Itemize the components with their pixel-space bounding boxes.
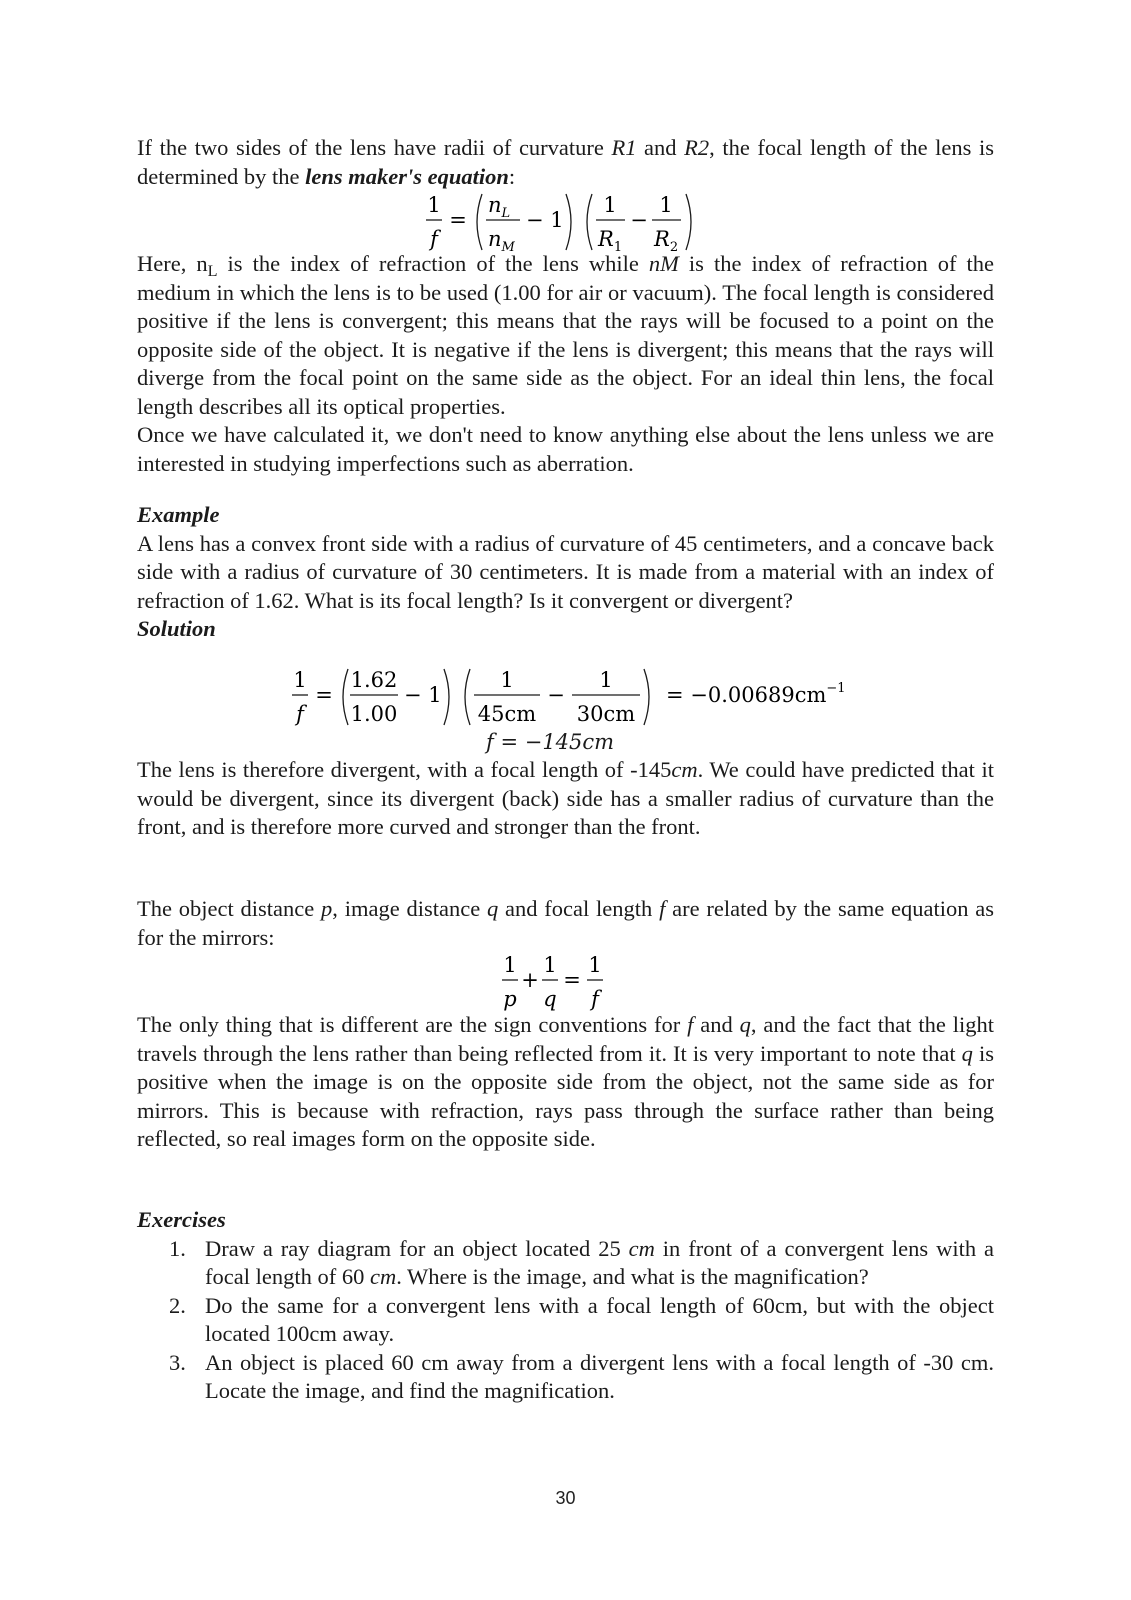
- exercises-heading: Exercises: [137, 1207, 226, 1232]
- exercise-item: [137, 1292, 994, 1349]
- eq1-paren-close-a: [566, 194, 571, 250]
- sol-f: f: [296, 702, 304, 726]
- eq3-equals: =: [563, 968, 581, 992]
- eq1-equals: =: [449, 208, 467, 232]
- exercise-item: [137, 1349, 994, 1406]
- exercise-2-text: Do the same for a convergent lens with a focal length of 60cm, but with the object located 100cm away.: [205, 1292, 994, 1346]
- eq1-one-c: 1: [659, 193, 673, 217]
- p-symbol: p: [321, 896, 333, 921]
- thin-lens-equation: [498, 950, 618, 1014]
- exercise-item: [137, 1235, 994, 1292]
- sol-paren-close-b: [644, 669, 649, 725]
- lens-maker-term: lens maker's equation: [305, 163, 509, 189]
- sign-text-b: and: [693, 1012, 740, 1037]
- once-paragraph: Once we have calculated it, we don't need to know anything else about the lens unless we are interested in studying imperfections such as aberration.: [137, 422, 994, 476]
- eq3-f: f: [591, 987, 599, 1011]
- eq3-one-c: 1: [588, 953, 602, 977]
- sign-text-c: , and the fact that the light travels through the lens rather than being reflected from it. It is very important to note that: [137, 1012, 994, 1066]
- eq1-numerator-one: 1: [427, 193, 441, 217]
- eq3-p: p: [503, 987, 517, 1011]
- eq3-q: q: [543, 987, 557, 1011]
- sign-text-d: is positive when the image is on the opposite side from the object, not the same side as for mirrors. This is because with refraction, rays pass through the surface rather than being reflected, so real images form on the opposite side.: [137, 1040, 994, 1151]
- here-text-a: Here, n: [137, 251, 208, 276]
- index-paragraph: [137, 250, 994, 478]
- exercise-1-cm-a: cm: [628, 1235, 655, 1261]
- lens-result-cm: cm: [671, 757, 698, 782]
- exercise-number: 2.: [169, 1292, 186, 1318]
- sign-q: q: [739, 1012, 751, 1037]
- eq3-one-b: 1: [543, 953, 557, 977]
- sign-q2: q: [961, 1040, 973, 1066]
- object-text-d: are related by the same equation as for the mirrors:: [137, 896, 994, 950]
- eq1-R1: $R_1$: [598, 227, 623, 255]
- example-text: A lens has a convex front side with a radius of curvature of 45 centimeters, and a concave back side with a radius of curvature of 30 centimeters. It is made from a material with an index of refraction of 1.62. What is its focal length? Is it convergent or divergent?: [137, 530, 994, 613]
- intro-and: and: [636, 135, 685, 160]
- eq3-one-a: 1: [503, 953, 517, 977]
- lens-result-text-b: . We could have predicted that it would be divergent, since its divergent (back) side has a smaller radius of curvature than the front, and is therefore more curved and stronger than the front.: [137, 757, 994, 839]
- sol-paren-open-a: [343, 669, 348, 725]
- sol-paren-open-b: [465, 669, 470, 725]
- sign-f: f: [687, 1012, 694, 1037]
- sol-result: = $-0.00689cm^{-1}$: [666, 681, 846, 707]
- solution-heading: Solution: [137, 616, 216, 641]
- intro-colon: :: [508, 163, 516, 189]
- exercises-section: [137, 1206, 994, 1406]
- sol-one-b: 1: [500, 668, 514, 692]
- object-text-b: , image distance: [332, 896, 487, 921]
- object-distance-paragraph: [137, 895, 994, 952]
- intro-text-b: , the focal length of the lens is determined by the: [137, 135, 994, 189]
- intro-text: If the two sides of the lens have radii of curvature: [137, 135, 612, 160]
- exercise-number: 3.: [169, 1349, 186, 1375]
- exercise-1-cm-b: cm: [369, 1264, 397, 1289]
- eq1-paren-close-b: [686, 194, 691, 250]
- eq3-plus: +: [521, 968, 539, 992]
- q-symbol: q: [486, 896, 499, 921]
- sol-one-c: 1: [599, 668, 613, 692]
- f-symbol: f: [659, 896, 666, 921]
- intro-paragraph: [137, 134, 994, 191]
- eq1-paren-open-b: [587, 194, 592, 250]
- sign-convention-paragraph: [137, 1011, 994, 1154]
- example-section: [137, 501, 994, 644]
- object-text-c: and focal length: [498, 896, 660, 921]
- eq1-f: f: [430, 227, 438, 251]
- sign-text-a: The only thing that is different are the sign conventions for: [137, 1012, 688, 1037]
- nm-symbol: nM: [648, 251, 679, 276]
- exercise-number: 1.: [169, 1235, 186, 1261]
- sol-num: 1.62: [350, 668, 398, 692]
- here-text-b: is the index of refraction of the lens while: [217, 251, 649, 276]
- sol-d1: 45cm: [477, 702, 537, 726]
- eq1-paren-open-a: [477, 194, 482, 250]
- lens-maker-equation: [420, 190, 720, 256]
- sol-d2: 30cm: [576, 702, 636, 726]
- example-heading: Example: [137, 502, 220, 527]
- exercise-1-text-a: Draw a ray diagram for an object located 25: [205, 1235, 629, 1261]
- sol-one: 1: [293, 668, 307, 692]
- object-text-a: The object distance: [137, 896, 322, 921]
- page-number: 30: [555, 1488, 576, 1508]
- here-text-c: is the index of refraction of the medium in which the lens is to be used (1.00 for air or vacuum). The focal length is considered positive if the lens is convergent; this means that the rays will be focused to a point on the opposite side of the object. It is negative if the lens is divergent; this means that the rays will diverge from the focal point on the same side as the object. For an ideal thin lens, the focal length describes all its optical properties.: [137, 251, 994, 419]
- exercise-3-text: An object is placed 60 cm away from a divergent lens with a focal length of -30 cm. Locate the image, and find the magnification.: [205, 1349, 994, 1403]
- sol-minus: −: [547, 683, 565, 707]
- lens-result-text-a: The lens is therefore divergent, with a focal length of -145: [137, 757, 672, 782]
- eq1-minus: −: [630, 208, 648, 232]
- eq1-R2: $R_2$: [654, 227, 679, 255]
- eq1-nL: $n_L$: [488, 193, 511, 221]
- eq1-one-b: 1: [603, 193, 617, 217]
- sol-minus-one: − 1: [404, 683, 442, 707]
- exercise-1-text-c: . Where is the image, and what is the magnification?: [396, 1264, 869, 1289]
- sol-paren-close-a: [444, 669, 449, 725]
- eq1-nM: $n_M$: [488, 227, 515, 255]
- solution-equation: [286, 665, 846, 731]
- sol-den: 1.00: [350, 702, 398, 726]
- r1-symbol: R1: [611, 135, 637, 160]
- r2-symbol: R2: [684, 135, 710, 160]
- eq1-minus-one: − 1: [526, 208, 564, 232]
- sol-equals: =: [315, 683, 333, 707]
- exercise-1-text-b: in front of a convergent lens with a focal length of 60: [205, 1235, 994, 1289]
- here-subscript: L: [207, 261, 218, 280]
- lens-result-paragraph: [137, 756, 994, 842]
- f-result-line: f = −145cm: [486, 730, 615, 754]
